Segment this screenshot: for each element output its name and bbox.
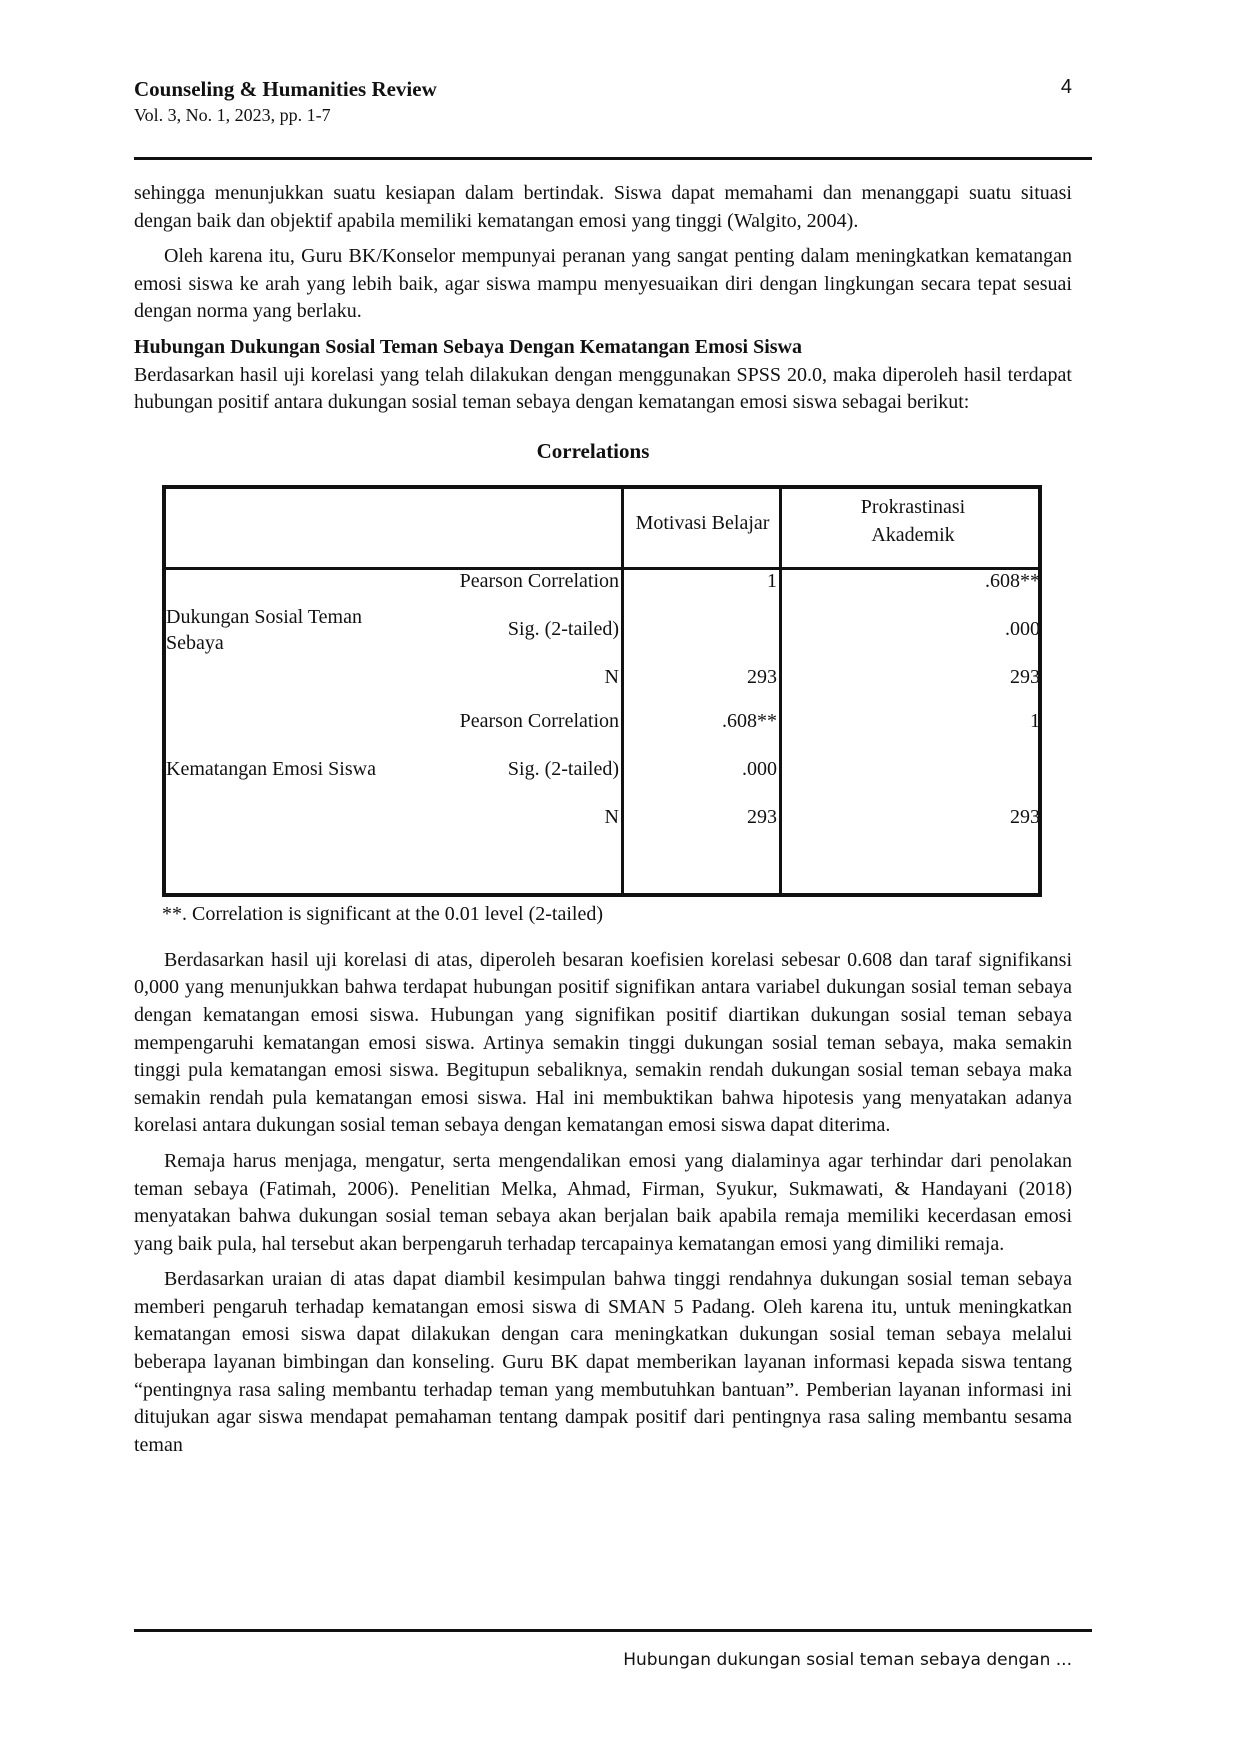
stat-label: N bbox=[604, 805, 619, 828]
table-cell: 293 bbox=[747, 665, 777, 688]
page-header bbox=[134, 76, 1072, 127]
section-heading: Hubungan Dukungan Sosial Teman Sebaya Dengan Kematangan Emosi Siswa bbox=[134, 335, 802, 358]
stat-label: Sig. (2-tailed) bbox=[507, 617, 619, 640]
footer-rule bbox=[134, 1629, 1092, 1632]
table-cell: .000 bbox=[1005, 617, 1040, 640]
row-group-label-dukungan-line1: Dukungan Sosial Teman bbox=[166, 605, 362, 628]
table-cell: 1 bbox=[1030, 709, 1040, 732]
column-header-motivasi: Motivasi Belajar bbox=[635, 511, 770, 534]
stat-label: Pearson Correlation bbox=[459, 709, 619, 732]
column-header-prokrastinasi-line2: Akademik bbox=[871, 523, 955, 546]
table-cell: 293 bbox=[747, 805, 777, 828]
stat-label: Pearson Correlation bbox=[459, 569, 619, 592]
journal-title: Counseling & Humanities Review bbox=[134, 77, 437, 101]
row-group-label-dukungan-line2: Sebaya bbox=[166, 631, 224, 654]
main-content bbox=[134, 180, 1072, 1459]
table-cell: .000 bbox=[742, 757, 777, 780]
table-cell: .608** bbox=[722, 709, 777, 732]
table-footnote: **. Correlation is significant at the 0.01 level (2-tailed) bbox=[162, 902, 603, 925]
stat-label: Sig. (2-tailed) bbox=[507, 757, 619, 780]
table-cell: 293 bbox=[1010, 665, 1040, 688]
running-title: Hubungan dukungan sosial teman sebaya dengan ... bbox=[623, 1650, 1072, 1670]
column-header-prokrastinasi-line1: Prokrastinasi bbox=[860, 495, 966, 518]
table-cell: .608** bbox=[985, 569, 1040, 592]
table-title: Correlations bbox=[536, 438, 650, 463]
header-rule bbox=[134, 157, 1092, 160]
table-cell: 1 bbox=[767, 569, 777, 592]
row-group-label-kematangan: Kematangan Emosi Siswa bbox=[166, 757, 376, 780]
paragraph: sehingga menunjukkan suatu kesiapan dalam bertindak. Siswa dapat memahami dan menanggapi suatu situasi dengan baik dan objektif apabila memiliki kematangan emosi yang tinggi (Walgito, 2004). bbox=[134, 182, 1072, 232]
table-column-rule bbox=[779, 489, 782, 893]
section-intro: Berdasarkan hasil uji korelasi yang telah dilakukan dengan menggunakan SPSS 20.0, maka diperoleh hasil terdapat hubungan positif antara dukungan sosial teman sebaya dengan kematangan emosi siswa sebagai berikut: bbox=[134, 363, 1072, 414]
paragraph: Berdasarkan uraian di atas dapat diambil kesimpulan bahwa tinggi rendahnya dukungan sosial teman sebaya memberi pengaruh terhadap kematangan emosi siswa di SMAN 5 Padang. Oleh karena itu, untuk meningkatkan kematangan emosi siswa dapat dilakukan dengan cara meningkatkan dukungan sosial teman sebaya melalui beberapa layanan bimbingan dan konseling. Guru BK dapat memberikan layanan informasi kepada siswa tentang “pentingnya rasa saling membantu terhadap teman yang membutuhkan bantuan”. Pemberian layanan informasi ini ditujukan agar siswa mendapat pemahaman tentang dampak positif dari pentingnya rasa saling membantu sesama teman bbox=[134, 1268, 1072, 1456]
journal-volume: Vol. 3, No. 1, 2023, pp. 1-7 bbox=[134, 105, 331, 125]
paragraph: Oleh karena itu, Guru BK/Konselor mempunyai peranan yang sangat penting dalam meningkatkan kematangan emosi siswa ke arah yang lebih baik, agar siswa mampu menyesuaikan diri dengan lingkungan secara tepat sesuai dengan norma yang berlaku. bbox=[134, 245, 1072, 323]
table-column-rule bbox=[621, 489, 624, 893]
stat-label: N bbox=[604, 665, 619, 688]
correlations-table bbox=[162, 485, 1042, 897]
paragraph: Berdasarkan hasil uji korelasi di atas, diperoleh besaran koefisien korelasi sebesar 0.608 dan taraf signifikansi 0,000 yang menunjukkan bahwa terdapat hubungan positif signifikan antara variabel dukungan sosial teman sebaya dengan kematangan emosi siswa. Hubungan yang signifikan positif diartikan dukungan sosial teman sebaya mempengaruhi kematangan emosi siswa. Artinya semakin tinggi dukungan sosial teman sebaya, maka semakin tinggi pula kematangan emosi siswa. Begitupun sebaliknya, semakin rendah dukungan sosial teman sebaya maka semakin rendah pula kematangan emosi siswa. Hal ini membuktikan bahwa hipotesis yang menyatakan adanya korelasi antara dukungan sosial teman sebaya dengan kematangan emosi siswa dapat diterima. bbox=[134, 948, 1072, 1137]
table-cell: 293 bbox=[1010, 805, 1040, 828]
page-number: 4 bbox=[1060, 76, 1072, 98]
paragraph: Remaja harus menjaga, mengatur, serta mengendalikan emosi yang dialaminya agar terhindar dari penolakan teman sebaya (Fatimah, 2006). Penelitian Melka, Ahmad, Firman, Syukur, Sukmawati, & Handayani (2018) menyatakan bahwa dukungan sosial teman sebaya akan berjalan baik apabila remaja memiliki kecerdasan emosi yang baik pula, hal tersebut akan berpengaruh terhadap tercapainya kematangan emosi yang dimiliki remaja. bbox=[134, 1149, 1072, 1255]
